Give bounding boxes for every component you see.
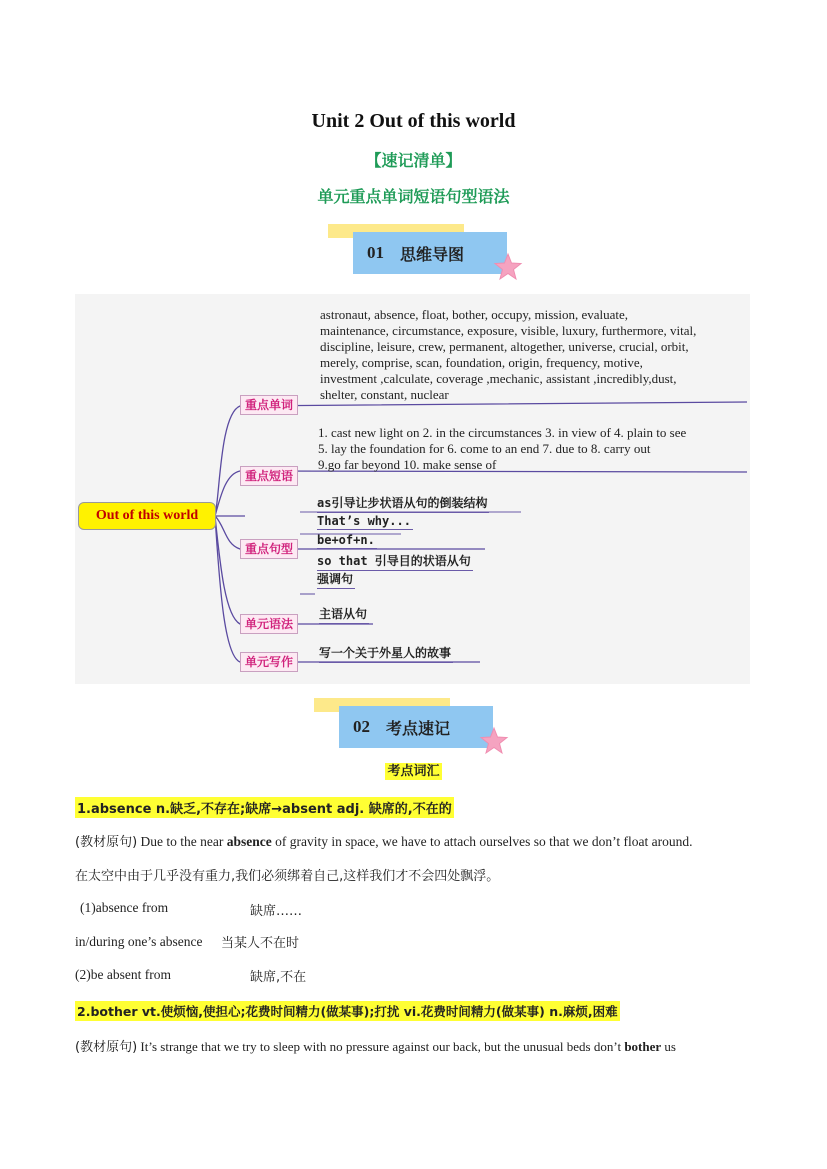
entry-1-phrase-2 [75,934,202,950]
entry-1-translation: 在太空中由于几乎没有重力,我们必须绑着自己,这样我们才不会四处飘浮。 [75,869,500,884]
sentence-item: as引导让步状语从句的倒装结构 [317,494,489,513]
source-text: Due to the near [137,834,227,849]
kaodian-heading [0,760,827,779]
entry-1-source [75,831,693,850]
branch-label-sentences: 重点句型 [240,539,298,559]
banner-blue-box [353,232,507,274]
phrase-zh: 当某人不在时 [221,936,300,951]
section-number: 02 [353,717,370,736]
writing-item: 写一个关于外星人的故事 [319,644,453,663]
source-tag: (教材原句) [75,1040,138,1055]
phrases-line: 5. lay the foundation for 6. come to an end 7. due to 8. carry out [318,441,651,456]
sentence-item: so that 引导目的状语从句 [317,552,473,571]
grammar-item: 主语从句 [319,605,369,624]
source-text: of gravity in space, we have to attach ourselves so that we don’t float around. [271,834,693,849]
words-line: discipline, leisure, crew, permanent, altogether, universe, crucial, orbit, [320,339,689,354]
kaodian-heading-text: 考点词汇 [387,764,440,779]
branch-label-phrases: 重点短语 [240,466,298,486]
section-number: 01 [367,243,384,262]
words-line: astronaut, absence, float, bother, occupy, mission, evaluate, [320,307,629,322]
page-subtitle: 【速记清单】 [365,151,462,170]
entry-1-phrase-1 [80,900,168,916]
star-icon [493,252,523,282]
source-text: us [661,1039,676,1054]
words-line: maintenance, circumstance, exposure, visible, luxury, furthermore, vital, [320,323,697,338]
words-line: shelter, constant, nuclear [320,387,449,402]
section-label: 考点速记 [386,718,451,738]
entry-2-source [75,1036,676,1055]
phrases-line: 1. cast new light on 2. in the circumstances 3. in view of 4. plain to see [318,425,687,440]
sentence-item: That’s why... [317,514,411,528]
banner-blue-box [339,706,493,748]
phrases-line: 9.go far beyond 10. make sense of [318,457,497,472]
branch-label-grammar: 单元语法 [240,614,298,634]
mind-map-root: Out of this world [78,502,216,530]
branch-label-writing: 单元写作 [240,652,298,672]
mind-map [75,294,750,684]
source-text: It’s strange that we try to sleep with no pressure against our back, but the unusual beds don’t [137,1039,625,1054]
sentence-item: 强调句 [317,570,355,589]
entry-2-heading: 2.bother vt.使烦恼,使担心;花费时间精力(做某事);打扰 vi.花费时间精力(做某事) n.麻烦,困难 [75,1001,620,1021]
key-phrases-list [318,425,686,473]
section-label: 思维导图 [400,244,465,264]
section-banner-2 [314,698,514,758]
sentence-item: be+of+n. [317,533,375,547]
words-line: merely, comprise, scan, foundation, origin, frequency, motive, [320,355,643,370]
branch-label-words: 重点单词 [240,395,298,415]
phrase-en: (1)absence from [80,900,169,915]
star-icon [479,726,509,756]
section-banner-1 [328,224,528,284]
page-subtitle-2: 单元重点单词短语句型语法 [317,187,510,206]
entry-1-phrase-3 [75,967,171,983]
source-keyword: absence [226,834,272,849]
phrase-en: in/during one’s absence [75,934,203,949]
phrase-en: (2)be absent from [75,967,171,982]
words-line: investment ,calculate, coverage ,mechanic, assistant ,incredibly,dust, [320,371,677,386]
key-words-list [320,307,696,403]
phrase-zh: 缺席,不在 [250,970,307,985]
page-title: Unit 2 Out of this world [311,110,516,132]
source-tag: (教材原句) [75,835,138,850]
source-keyword: bother [624,1039,662,1054]
entry-1-heading: 1.absence n.缺乏,不存在;缺席→absent adj. 缺席的,不在的 [75,797,454,818]
phrase-zh: 缺席…… [250,904,303,919]
